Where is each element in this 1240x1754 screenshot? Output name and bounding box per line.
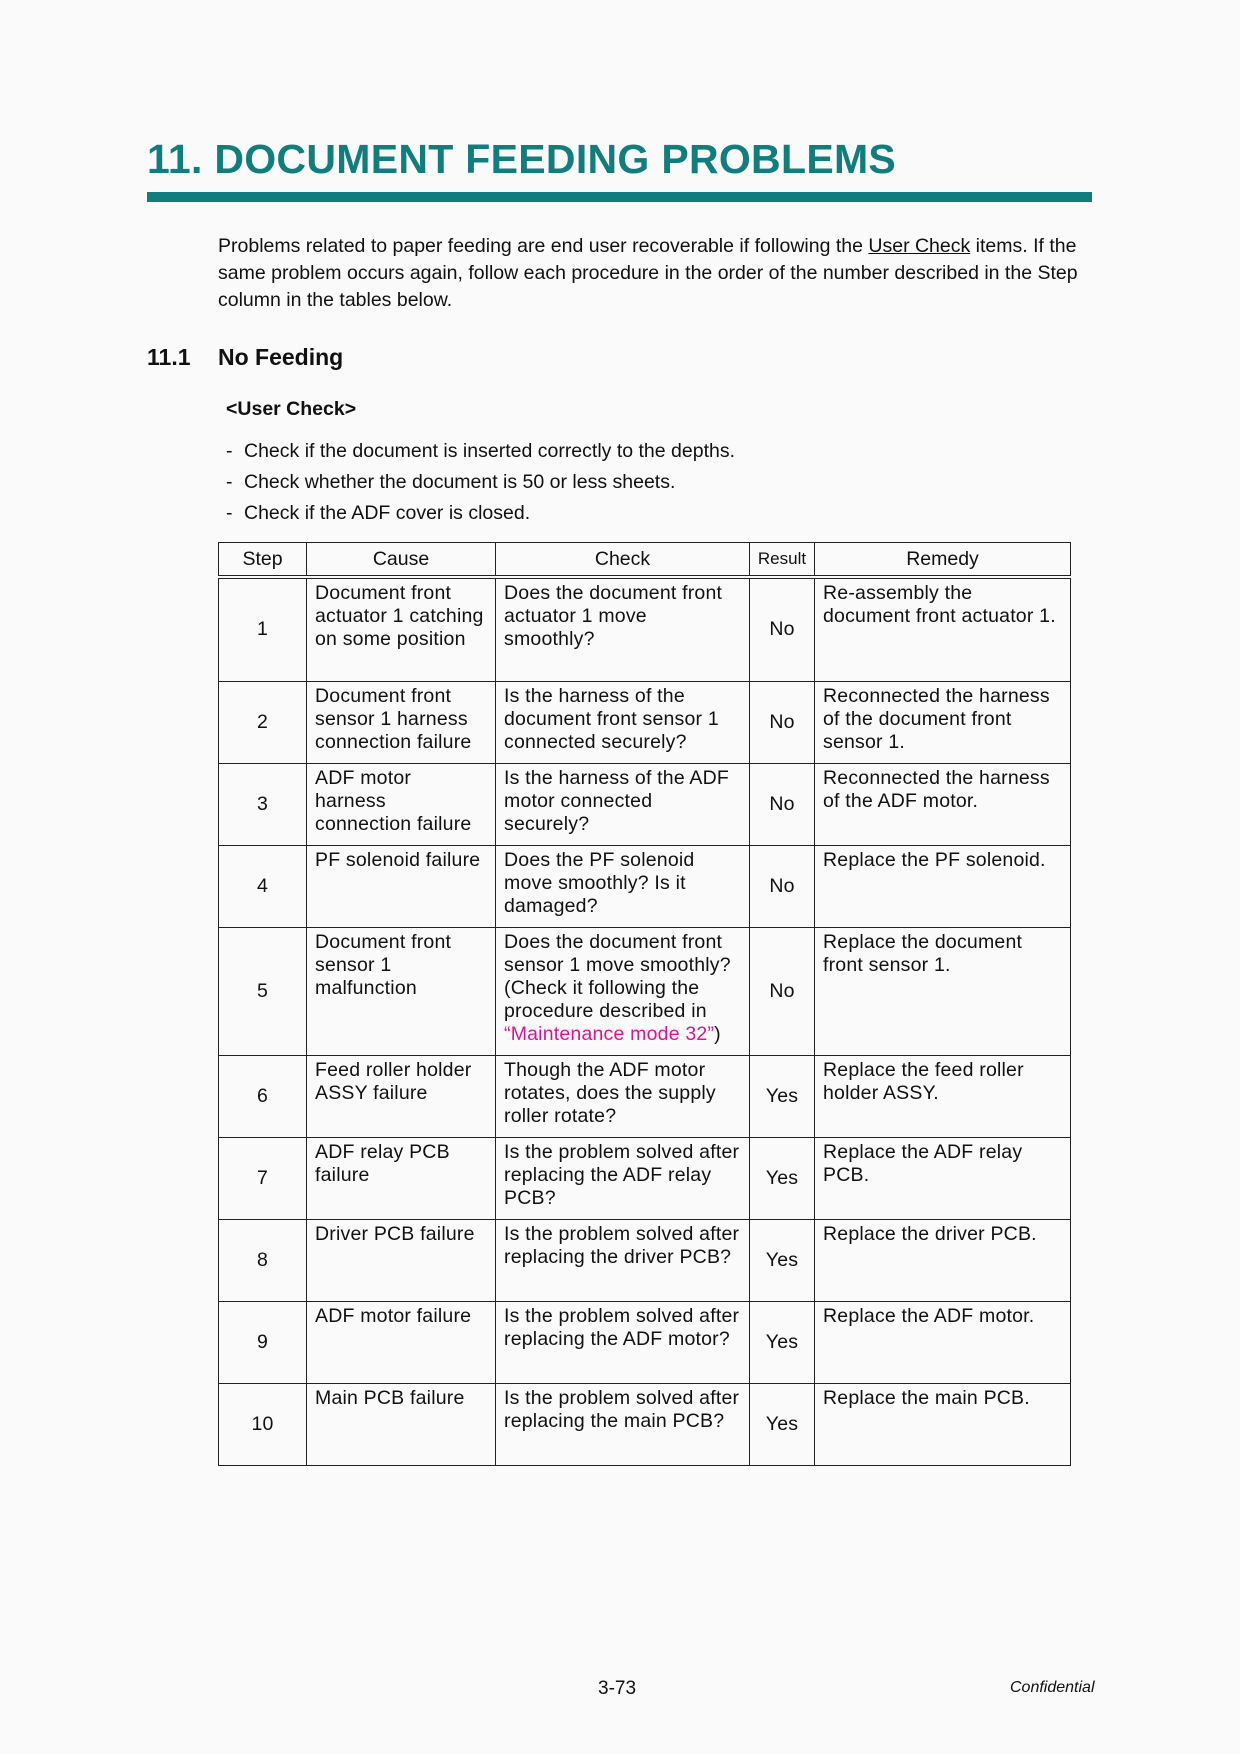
step-cell: 2 [219,681,307,763]
check-cell: Does the PF solenoid move smoothly? Is it damaged? [496,845,750,927]
section-number: 11.1 [147,344,191,370]
table-header-row [219,543,1071,578]
table-row [219,927,1071,1055]
troubleshooting-table [218,542,1071,1466]
list-item: - Check if the document is inserted correctly to the depths. [226,436,735,467]
cause-cell: ADF motor harness connection failure [307,763,496,845]
remedy-cell: Replace the document front sensor 1. [815,927,1071,1055]
page-number: 3-73 [598,1678,637,1699]
remedy-cell: Replace the main PCB. [815,1383,1071,1465]
maintenance-mode-link[interactable]: “Maintenance mode 32” [504,1022,715,1045]
check-column-header: Check [496,543,750,578]
table-row [219,1137,1071,1219]
step-cell: 6 [219,1055,307,1137]
table-row [219,1301,1071,1383]
table-row [219,845,1071,927]
cause-cell: Document front sensor 1 malfunction [307,927,496,1055]
remedy-cell: Replace the PF solenoid. [815,845,1071,927]
cause-cell: Document front sensor 1 harness connection failure [307,681,496,763]
check-text-end: ) [714,1022,721,1045]
check-cell: Is the problem solved after replacing the ADF relay PCB? [496,1137,750,1219]
chapter-title: 11. DOCUMENT FEEDING PROBLEMS [147,136,897,182]
chapter-title-rule [147,192,1092,202]
step-cell: 5 [219,927,307,1055]
result-cell: No [750,845,815,927]
result-cell: Yes [750,1383,815,1465]
result-cell: No [750,927,815,1055]
list-item: - Check if the ADF cover is closed. [226,498,735,529]
result-cell: No [750,681,815,763]
cause-cell: Feed roller holder ASSY failure [307,1055,496,1137]
result-cell: Yes [750,1137,815,1219]
step-cell: 8 [219,1219,307,1301]
remedy-cell: Replace the feed roller holder ASSY. [815,1055,1071,1137]
remedy-cell: Reconnected the harness of the document front sensor 1. [815,681,1071,763]
cause-cell: ADF relay PCB failure [307,1137,496,1219]
check-cell: Does the document front actuator 1 move smoothly? [496,577,750,681]
user-check-link[interactable]: User Check [868,235,971,257]
remedy-cell: Replace the ADF motor. [815,1301,1071,1383]
user-check-list [226,436,735,529]
step-cell: 9 [219,1301,307,1383]
confidential-label: Confidential [1010,1679,1095,1696]
step-cell: 1 [219,577,307,681]
cause-cell: PF solenoid failure [307,845,496,927]
remedy-cell: Replace the ADF relay PCB. [815,1137,1071,1219]
check-cell: Is the problem solved after replacing the ADF motor? [496,1301,750,1383]
cause-cell: Document front actuator 1 catching on some position [307,577,496,681]
check-cell: Is the problem solved after replacing the driver PCB? [496,1219,750,1301]
section-heading [147,344,343,371]
cause-cell: Main PCB failure [307,1383,496,1465]
cause-column-header: Cause [307,543,496,578]
section-title: No Feeding [218,344,344,370]
step-cell: 10 [219,1383,307,1465]
result-cell: Yes [750,1219,815,1301]
result-cell: No [750,577,815,681]
check-cell: Is the harness of the document front sensor 1 connected securely? [496,681,750,763]
table-row [219,763,1071,845]
step-cell: 4 [219,845,307,927]
table-row [219,681,1071,763]
list-item: - Check whether the document is 50 or less sheets. [226,467,735,498]
result-cell: Yes [750,1301,815,1383]
check-cell: Is the problem solved after replacing the main PCB? [496,1383,750,1465]
step-cell: 3 [219,763,307,845]
remedy-column-header: Remedy [815,543,1071,578]
check-text: Does the document front sensor 1 move smoothly? (Check it following the procedure described in [504,930,731,1022]
step-cell: 7 [219,1137,307,1219]
remedy-cell: Re-assembly the document front actuator 1. [815,577,1071,681]
table-row [219,577,1071,681]
cause-cell: Driver PCB failure [307,1219,496,1301]
cause-cell: ADF motor failure [307,1301,496,1383]
remedy-cell: Reconnected the harness of the ADF motor. [815,763,1071,845]
check-cell [496,927,750,1055]
check-cell: Is the harness of the ADF motor connected securely? [496,763,750,845]
intro-text-start: Problems related to paper feeding are end user recoverable if following the [218,235,869,257]
step-column-header: Step [219,543,307,578]
intro-text-end: items. If the same problem occurs again, follow each procedure in the order of the number described in the Step column in the tables below. [218,235,1078,311]
intro-paragraph [218,233,1098,314]
result-column-header: Result [750,543,815,578]
table-row [219,1219,1071,1301]
result-cell: Yes [750,1055,815,1137]
result-cell: No [750,763,815,845]
table-row [219,1055,1071,1137]
remedy-cell: Replace the driver PCB. [815,1219,1071,1301]
user-check-heading: <User Check> [226,398,357,420]
check-cell: Though the ADF motor rotates, does the supply roller rotate? [496,1055,750,1137]
table-row [219,1383,1071,1465]
